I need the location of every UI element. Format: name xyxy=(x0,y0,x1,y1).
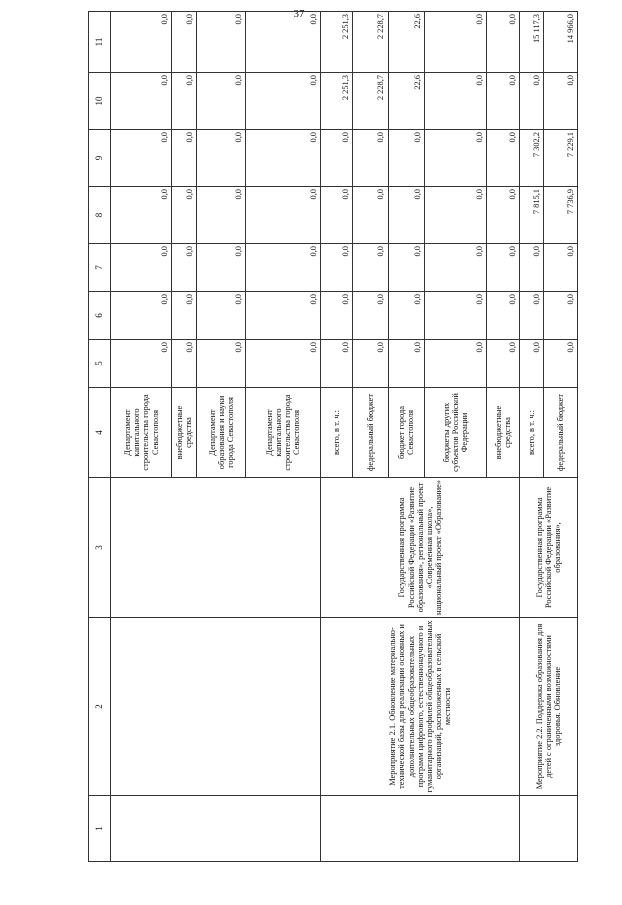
value-cell: 15 117,3 xyxy=(520,12,544,73)
value-cell: 0,0 xyxy=(353,187,388,244)
value-cell: 0,0 xyxy=(424,340,486,388)
value-cell: 0,0 xyxy=(424,187,486,244)
value-cell: 0,0 xyxy=(486,340,519,388)
source-cell: всего, в т. ч.: xyxy=(321,388,353,478)
value-cell: 0,0 xyxy=(424,12,486,73)
value-cell: 0,0 xyxy=(520,244,544,292)
value-cell: 0,0 xyxy=(388,340,424,388)
source-cell: федеральный бюджет xyxy=(543,388,577,478)
value-cell: 0,0 xyxy=(111,292,172,340)
empty-cell xyxy=(111,478,321,618)
header-cell: 2 xyxy=(89,618,111,796)
value-cell: 0,0 xyxy=(424,244,486,292)
value-cell: 0,0 xyxy=(197,130,246,187)
value-cell: 0,0 xyxy=(353,244,388,292)
value-cell: 0,0 xyxy=(353,130,388,187)
budget-table xyxy=(88,11,578,862)
value-cell: 0,0 xyxy=(353,340,388,388)
value-cell: 0,0 xyxy=(111,187,172,244)
value-cell: 0,0 xyxy=(543,73,577,130)
value-cell: 0,0 xyxy=(246,12,321,73)
value-cell: 0,0 xyxy=(111,12,172,73)
value-cell: 0,0 xyxy=(111,73,172,130)
value-cell: 0,0 xyxy=(321,292,353,340)
value-cell: 0,0 xyxy=(172,187,197,244)
value-cell: 0,0 xyxy=(388,292,424,340)
value-cell: 0,0 xyxy=(520,73,544,130)
empty-cell xyxy=(111,796,321,862)
program-name: Государственная программа Российской Федерации «Развитие образования», xyxy=(520,478,578,618)
event-name: Мероприятие 2.2. Поддержка образования для детей с ограниченными возможностями здоровья. Обновление xyxy=(520,618,578,796)
value-cell: 2 228,7 xyxy=(353,73,388,130)
value-cell: 0,0 xyxy=(197,292,246,340)
source-cell: бюджеты других субъектов Российской Федерации xyxy=(424,388,486,478)
value-cell: 0,0 xyxy=(543,244,577,292)
value-cell: 7 302,2 xyxy=(520,130,544,187)
value-cell: 0,0 xyxy=(197,340,246,388)
source-cell: бюджет города Севастополя xyxy=(388,388,424,478)
value-cell: 0,0 xyxy=(424,292,486,340)
table-row xyxy=(321,12,353,862)
value-cell: 0,0 xyxy=(424,73,486,130)
event-name: Мероприятие 2.1. Обновление материально-технической базы для реализации основных и дополнительных общеобразовательных программ цифрового, естественнонаучного и гуманитарного профилей общеобразовательных организаций, расположенных в сельской местности xyxy=(321,618,520,796)
value-cell: 0,0 xyxy=(543,340,577,388)
header-cell: 5 xyxy=(89,340,111,388)
value-cell: 0,0 xyxy=(388,244,424,292)
value-cell: 0,0 xyxy=(321,130,353,187)
value-cell: 2 228,7 xyxy=(353,12,388,73)
header-cell: 1 xyxy=(89,796,111,862)
header-cell: 4 xyxy=(89,388,111,478)
header-cell: 7 xyxy=(89,244,111,292)
value-cell: 7 815,1 xyxy=(520,187,544,244)
page-number: 37 xyxy=(293,8,305,20)
value-cell: 0,0 xyxy=(246,130,321,187)
value-cell: 0,0 xyxy=(520,340,544,388)
source-cell: Департамент образования и науки города Севастополя xyxy=(197,388,246,478)
table-row xyxy=(520,12,544,862)
value-cell: 2 251,3 xyxy=(321,12,353,73)
value-cell: 14 966,0 xyxy=(543,12,577,73)
empty-cell xyxy=(321,796,520,862)
header-cell: 10 xyxy=(89,73,111,130)
value-cell: 0,0 xyxy=(246,187,321,244)
value-cell: 0,0 xyxy=(388,130,424,187)
value-cell: 0,0 xyxy=(246,292,321,340)
header-cell: 6 xyxy=(89,292,111,340)
value-cell: 22,6 xyxy=(388,73,424,130)
source-cell: федеральный бюджет xyxy=(353,388,388,478)
value-cell: 7 229,1 xyxy=(543,130,577,187)
value-cell: 0,0 xyxy=(543,292,577,340)
value-cell: 7 736,9 xyxy=(543,187,577,244)
value-cell: 0,0 xyxy=(486,12,519,73)
value-cell: 0,0 xyxy=(486,130,519,187)
empty-cell xyxy=(520,796,578,862)
value-cell: 0,0 xyxy=(197,12,246,73)
value-cell: 0,0 xyxy=(172,244,197,292)
value-cell: 0,0 xyxy=(172,130,197,187)
value-cell: 0,0 xyxy=(197,187,246,244)
header-cell: 3 xyxy=(89,478,111,618)
source-cell: внебюджетные средства xyxy=(172,388,197,478)
value-cell: 0,0 xyxy=(520,292,544,340)
value-cell: 0,0 xyxy=(111,340,172,388)
source-cell: всего, в т. ч.: xyxy=(520,388,544,478)
value-cell: 0,0 xyxy=(246,73,321,130)
value-cell: 0,0 xyxy=(197,244,246,292)
value-cell: 0,0 xyxy=(321,244,353,292)
header-cell: 8 xyxy=(89,187,111,244)
program-name: Государственная программа Российской Федерации «Развитие образования», региональный проект «Современная школа», национальный проект «Образование» xyxy=(321,478,520,618)
header-cell: 9 xyxy=(89,130,111,187)
value-cell: 0,0 xyxy=(111,130,172,187)
table-row xyxy=(111,12,172,862)
value-cell: 0,0 xyxy=(388,187,424,244)
source-cell: Департамент капитального строительства города Севастополя xyxy=(246,388,321,478)
value-cell: 0,0 xyxy=(486,244,519,292)
value-cell: 0,0 xyxy=(321,340,353,388)
value-cell: 0,0 xyxy=(111,244,172,292)
value-cell: 0,0 xyxy=(486,187,519,244)
value-cell: 2 251,3 xyxy=(321,73,353,130)
value-cell: 0,0 xyxy=(486,292,519,340)
source-cell: Департамент капитального строительства города Севастополя xyxy=(111,388,172,478)
source-cell: внебюджетные средства xyxy=(486,388,519,478)
value-cell: 0,0 xyxy=(321,187,353,244)
value-cell: 0,0 xyxy=(246,244,321,292)
value-cell: 0,0 xyxy=(197,73,246,130)
value-cell: 0,0 xyxy=(486,73,519,130)
value-cell: 0,0 xyxy=(424,130,486,187)
value-cell: 0,0 xyxy=(172,12,197,73)
value-cell: 22,6 xyxy=(388,12,424,73)
value-cell: 0,0 xyxy=(172,340,197,388)
value-cell: 0,0 xyxy=(172,292,197,340)
value-cell: 0,0 xyxy=(246,340,321,388)
value-cell: 0,0 xyxy=(172,73,197,130)
empty-cell xyxy=(111,618,321,796)
header-cell: 11 xyxy=(89,12,111,73)
header-row xyxy=(89,12,111,862)
value-cell: 0,0 xyxy=(353,292,388,340)
